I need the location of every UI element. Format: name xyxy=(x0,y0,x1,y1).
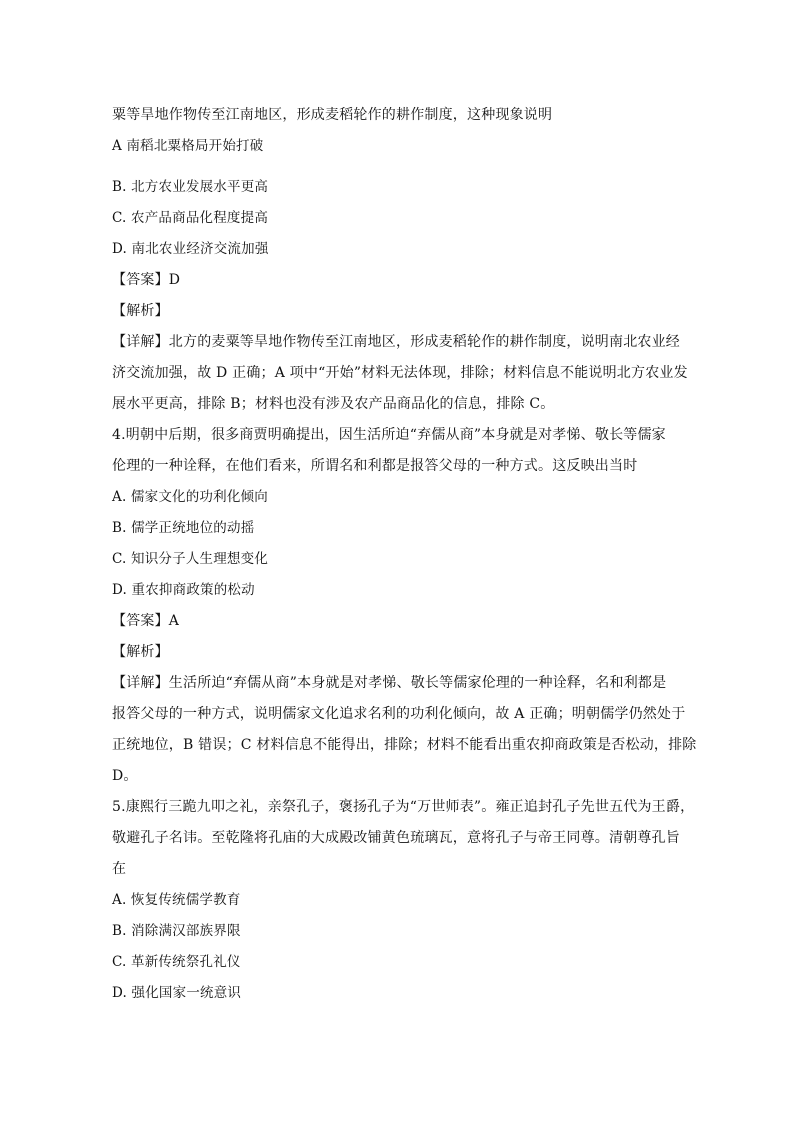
q3-option-d: D. 南北农业经济交流加强 xyxy=(112,241,269,257)
q3-answer: 【答案】D xyxy=(112,272,181,288)
q5-stem-line-3: 在 xyxy=(112,861,127,877)
q4-option-a: A. 儒家文化的功利化倾向 xyxy=(112,489,268,505)
q3-detail-line-3: 展水平更高，排除 B；材料也没有涉及农产品商品化的信息，排除 C。 xyxy=(112,396,555,412)
q4-detail-line-4: D。 xyxy=(112,768,138,784)
q5-stem-line-1: 5.康熙行三跪九叩之礼，亲祭孔子，褒扬孔子为“万世师表”。雍正追封孔子先世五代为王爵， xyxy=(112,799,695,815)
q3-detail-line-1: 【详解】北方的麦粟等旱地作物传至江南地区，形成麦稻轮作的耕作制度，说明南北农业经 xyxy=(112,334,680,350)
q4-stem-line-2: 伦理的一种诠释，在他们看来，所谓名和利都是报答父母的一种方式。这反映出当时 xyxy=(112,458,638,474)
q3-option-c: C. 农产品商品化程度提高 xyxy=(112,210,269,226)
q5-option-a: A. 恢复传统儒学教育 xyxy=(112,892,241,908)
q3-stem-tail: 粟等旱地作物传至江南地区，形成麦稻轮作的耕作制度，这种现象说明 xyxy=(112,107,553,123)
q4-stem-line-1: 4.明朝中后期，很多商贾明确提出，因生活所迫“弃儒从商”本身就是对孝悌、敬长等儒家 xyxy=(112,427,666,443)
q4-answer: 【答案】A xyxy=(112,613,180,629)
q4-option-c: C. 知识分子人生理想变化 xyxy=(112,551,269,567)
question-4 xyxy=(112,420,697,792)
q4-detail-line-3: 正统地位，B 错误；C 材料信息不能得出，排除；材料不能看出重农抑商政策是否松动，排除 xyxy=(112,737,697,753)
q5-stem-line-2: 敬避孔子名讳。至乾隆将孔庙的大成殿改铺黄色琉璃瓦，意将孔子与帝王同尊。清朝尊孔旨 xyxy=(112,830,680,846)
document-page xyxy=(112,100,697,1009)
q3-detail-line-2: 济交流加强，故 D 正确；A 项中“开始”材料无法体现，排除；材料信息不能说明北方农业发 xyxy=(112,365,688,381)
q4-analysis-heading: 【解析】 xyxy=(112,644,169,660)
q4-option-d: D. 重农抑商政策的松动 xyxy=(112,582,255,598)
q5-option-d: D. 强化国家一统意识 xyxy=(112,985,242,1001)
question-3 xyxy=(112,100,692,420)
q4-option-b: B. 儒学正统地位的动摇 xyxy=(112,520,255,536)
q3-option-a: A 南稻北粟格局开始打破 xyxy=(112,138,264,154)
q5-option-c: C. 革新传统祭孔礼仪 xyxy=(112,954,241,970)
q4-detail-line-2: 报答父母的一种方式，说明儒家文化追求名利的功利化倾向，故 A 正确；明朝儒学仍然处于 xyxy=(112,706,686,722)
q4-detail-line-1: 【详解】生活所迫“弃儒从商”本身就是对孝悌、敬长等儒家伦理的一种诠释，名和利都是 xyxy=(112,675,667,691)
question-5 xyxy=(112,792,695,1009)
q5-option-b: B. 消除满汉部族界限 xyxy=(112,923,241,939)
q3-option-b: B. 北方农业发展水平更高 xyxy=(112,179,269,195)
q3-analysis-heading: 【解析】 xyxy=(112,303,169,319)
